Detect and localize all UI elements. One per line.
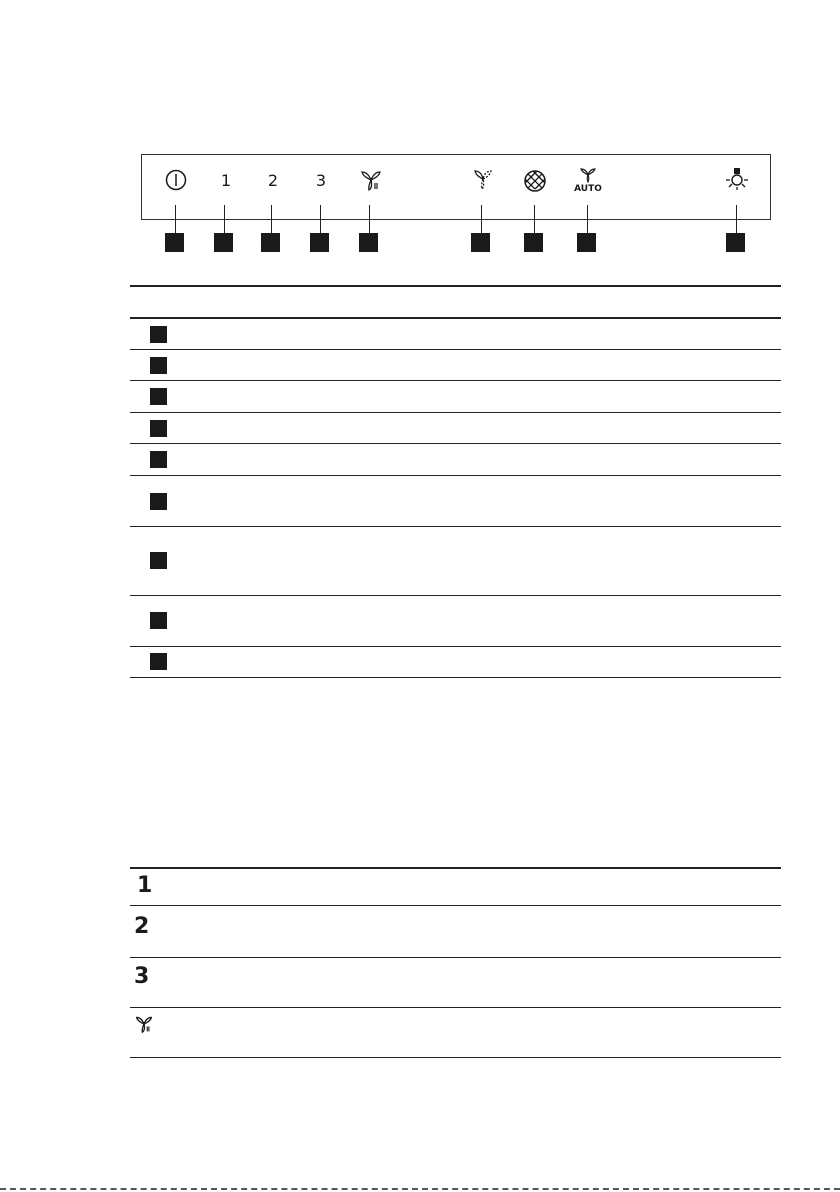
grease-filter-icon [523,169,547,193]
auto-button[interactable] [558,155,618,221]
row-marker-5 [150,451,167,468]
callout-line-5 [369,205,370,233]
lamp-icon [725,167,749,191]
row-marker-1 [150,326,167,343]
speed-2-glyph: 2 [134,914,150,939]
table-rule [130,349,781,350]
intensive-button[interactable] [341,155,401,221]
table-rule [130,317,781,319]
row-marker-8 [150,612,167,629]
table-top-rule [130,867,781,869]
callout-marker-5 [359,233,378,252]
table-rule [130,646,781,647]
table-rule [130,905,781,906]
table-rule [130,526,781,527]
filter-button[interactable] [505,155,565,221]
callout-marker-8 [577,233,596,252]
fan-intensive-icon [359,169,383,191]
speed-1-label: 1 [220,171,232,190]
table-top-rule [130,285,781,287]
callout-marker-9 [726,233,745,252]
table-rule [130,412,781,413]
callout-marker-6 [471,233,490,252]
callout-marker-7 [524,233,543,252]
callout-line-4 [320,205,321,233]
speed-2-label: 2 [267,171,279,190]
fan-auto-icon [579,167,597,183]
table-header [130,286,781,317]
table-rule [130,475,781,476]
fan-dashed-icon [472,169,494,191]
callout-line-1 [175,205,176,233]
table-rule [130,443,781,444]
speed-3-glyph: 3 [134,964,150,989]
fan-intensive-icon [134,1015,154,1033]
callout-line-8 [587,205,588,233]
callout-line-6 [481,205,482,233]
callout-line-3 [271,205,272,233]
callout-line-7 [534,205,535,233]
table-bottom-rule [130,677,781,678]
row-marker-2 [150,357,167,374]
delayed-stop-button[interactable] [453,155,513,221]
callout-marker-2 [214,233,233,252]
table-rule [130,957,781,958]
callout-marker-1 [165,233,184,252]
callout-line-2 [224,205,225,233]
row-marker-7 [150,552,167,569]
table-bottom-rule [130,1057,781,1058]
callout-line-9 [736,205,737,233]
auto-label: AUTO [574,184,602,194]
row-marker-6 [150,493,167,510]
speed-1-glyph: 1 [137,873,153,898]
callout-marker-4 [310,233,329,252]
row-marker-4 [150,420,167,437]
row-marker-3 [150,388,167,405]
page-edge [0,1188,840,1190]
table-rule [130,595,781,596]
speed-3-label: 3 [315,171,327,190]
power-icon [165,169,187,191]
light-button[interactable] [707,155,767,221]
control-panel [141,154,771,220]
table-rule [130,380,781,381]
row-marker-9 [150,653,167,670]
callout-marker-3 [261,233,280,252]
table-rule [130,1007,781,1008]
